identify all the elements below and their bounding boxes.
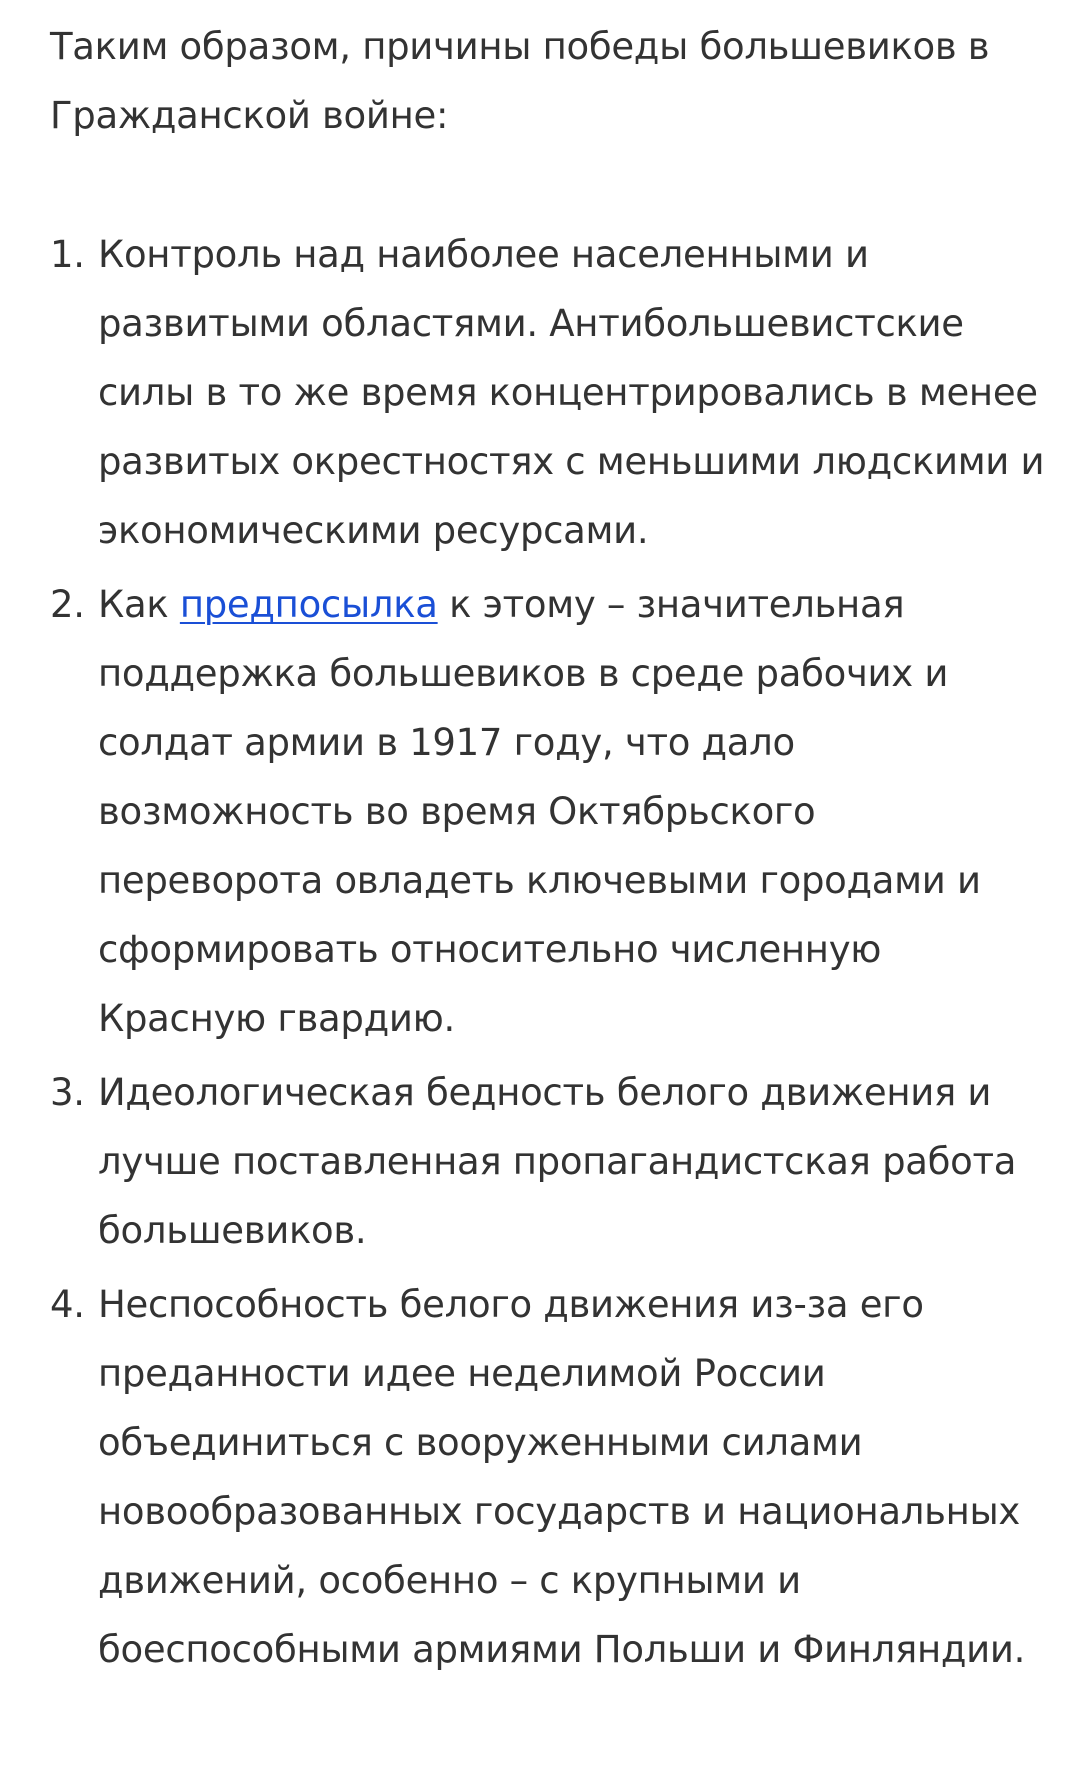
- list-item: [50, 1058, 1050, 1265]
- list-item-number: 1.: [50, 233, 85, 276]
- list-item-text: Неспособность белого движения из-за его преданности идее неделимой России объединиться с вооруженными силами новообразованных государств и национальных движений, особенно – с крупными и боеспособными армиями Польши и Финляндии.: [98, 1283, 1026, 1671]
- list-item-text: Идеологическая бедность белого движения и лучше поставленная пропагандистская работа большевиков.: [98, 1071, 1017, 1252]
- list-item-number: 4.: [50, 1283, 85, 1326]
- list-item-text-before-link: Как: [98, 583, 180, 626]
- list-item-text: Контроль над наиболее населенными и развитыми областями. Антибольшевистские силы в то же время концентрировались в менее развитых окрестностях с меньшими людскими и экономическими ресурсами.: [98, 233, 1045, 552]
- prerequisite-link[interactable]: предпосылка: [179, 583, 438, 626]
- list-item: [50, 220, 1050, 565]
- list-item-number: 2.: [50, 583, 85, 626]
- list-item-number: 3.: [50, 1071, 85, 1114]
- list-item-text: [98, 570, 1050, 1053]
- list-item: [50, 1270, 1050, 1684]
- intro-paragraph: Таким образом, причины победы большевиков в Гражданской войне:: [50, 25, 990, 137]
- list-item-text-after-link: к этому – значительная поддержка большевиков в среде рабочих и солдат армии в 1917 году, что дало возможность во время Октябрьского переворота овладеть ключевыми городами и сформировать относительно численную Красную гвардию.: [98, 583, 981, 1040]
- list-item: [50, 570, 1050, 1053]
- reasons-list: [50, 220, 1050, 1684]
